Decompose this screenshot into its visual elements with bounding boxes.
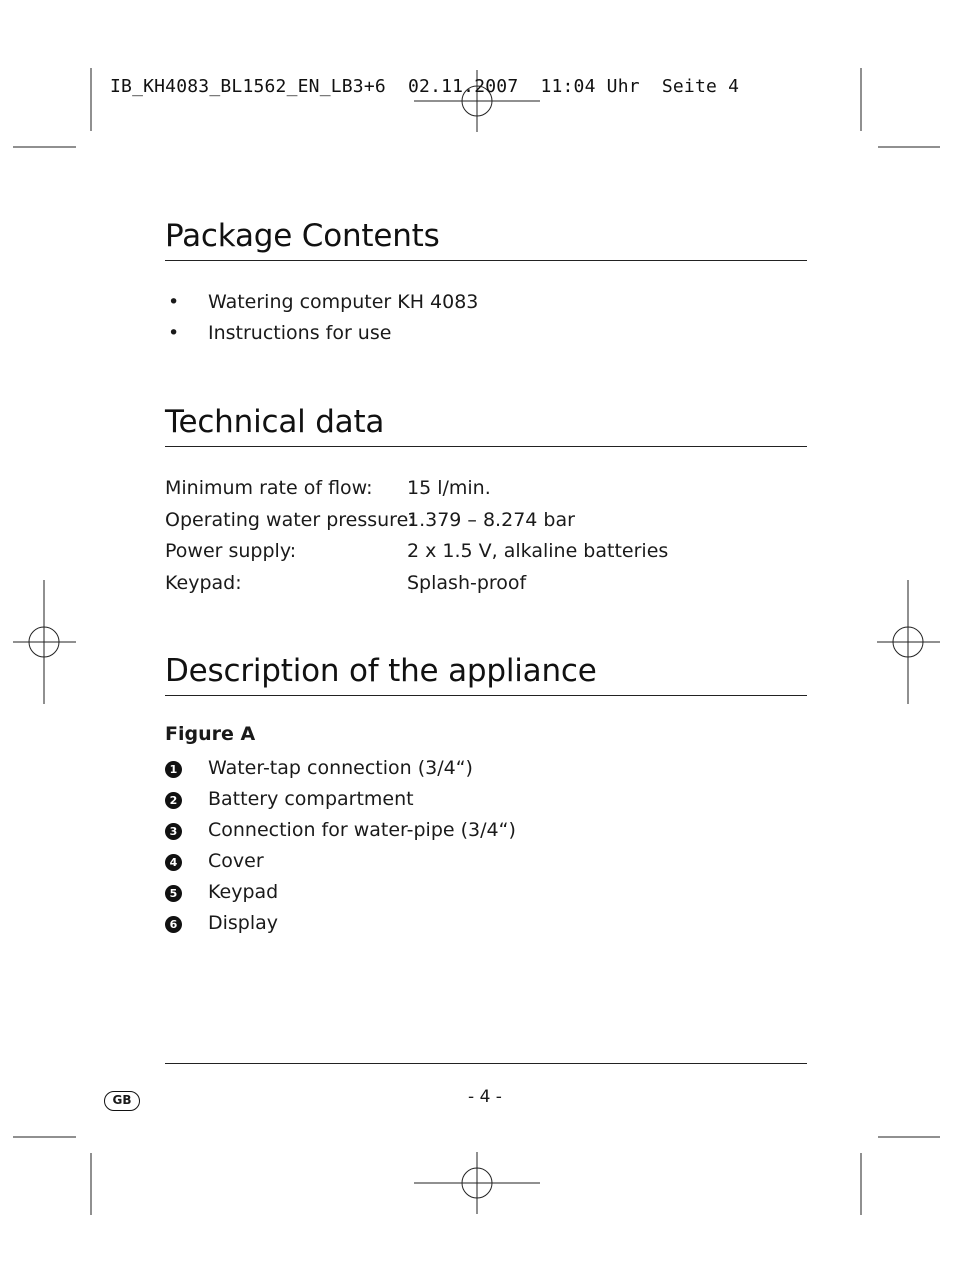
- footer-divider: [165, 1063, 807, 1064]
- number-badge-icon: 1: [165, 761, 182, 778]
- part-text: Cover: [208, 850, 264, 872]
- list-item-text: Watering computer KH 4083: [208, 291, 479, 313]
- list-item-text: Instructions for use: [208, 322, 392, 344]
- figure-label: Figure A: [165, 723, 256, 745]
- country-code-badge: GB: [104, 1091, 140, 1111]
- spec-value: 15 l/min.: [407, 477, 491, 499]
- package-contents-heading: Package Contents: [165, 216, 807, 261]
- print-header: IB_KH4083_BL1562_EN_LB3+6 02.11.2007 11:04 Uhr Seite 4: [110, 76, 740, 97]
- page-number: - 4 -: [468, 1087, 502, 1107]
- part-text: Keypad: [208, 881, 279, 903]
- spec-label: Minimum rate of flow:: [165, 477, 373, 499]
- number-badge-icon: 5: [165, 885, 182, 902]
- description-heading: Description of the appliance: [165, 651, 807, 696]
- part-text: Display: [208, 912, 279, 934]
- registration-mark-left: [13, 580, 76, 704]
- part-text: Battery compartment: [208, 788, 414, 810]
- bullet-icon: •: [168, 291, 180, 313]
- spec-label: Operating water pressure:: [165, 508, 415, 531]
- registration-mark-right: [877, 580, 940, 704]
- registration-mark-bottom: [414, 1152, 540, 1214]
- number-badge-icon: 4: [165, 854, 182, 871]
- spec-label: Keypad:: [165, 571, 242, 594]
- number-badge-icon: 2: [165, 792, 182, 809]
- part-text: Connection for water-pipe (3/4“): [208, 819, 516, 841]
- spec-value: Splash-proof: [407, 571, 527, 594]
- spec-label: Power supply:: [165, 540, 297, 562]
- technical-data-heading: Technical data: [165, 402, 807, 447]
- spec-value: 2 x 1.5 V, alkaline batteries: [407, 540, 669, 562]
- number-badge-icon: 3: [165, 823, 182, 840]
- number-badge-icon: 6: [165, 916, 182, 933]
- bullet-icon: •: [168, 322, 180, 344]
- spec-value: 1.379 – 8.274 bar: [407, 508, 575, 531]
- part-text: Water-tap connection (3/4“): [208, 757, 473, 779]
